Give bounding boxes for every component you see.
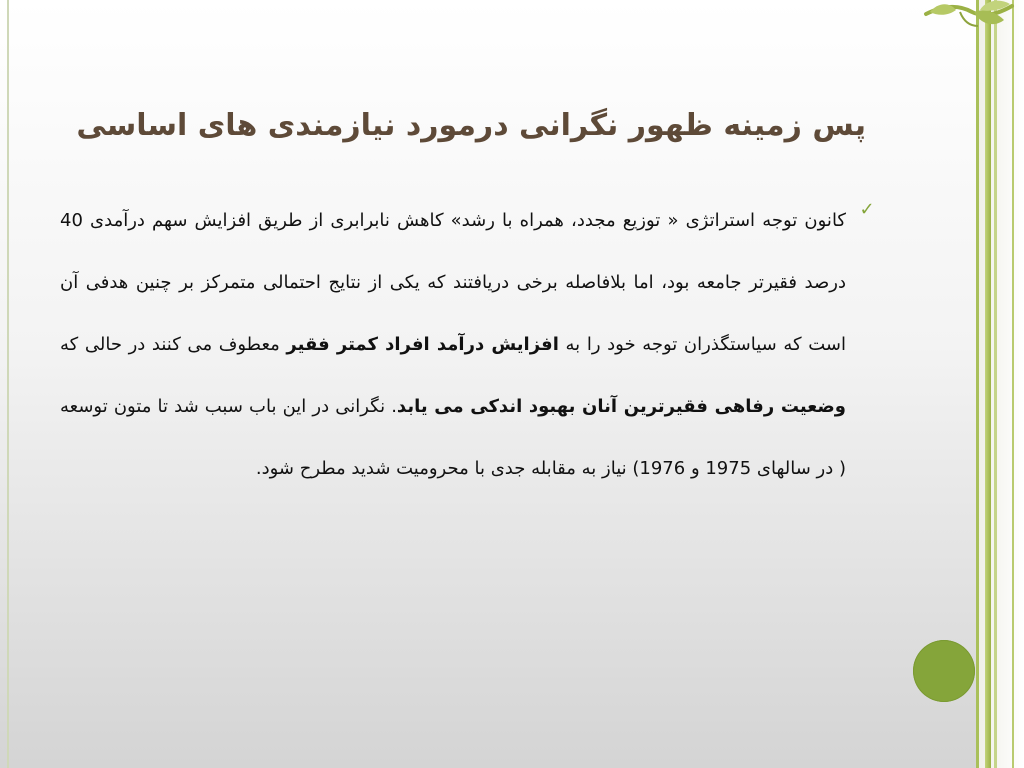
decorative-circle [913,640,975,702]
right-stripe [994,0,997,768]
right-stripe [976,0,979,768]
bullet-paragraph [60,190,846,500]
left-border-line [7,0,9,768]
checkmark-icon: ✓ [859,199,875,220]
paragraph-bold-segment: وضعیت رفاهی فقیرترین آنان بهبود اندکی می یابد [396,396,846,417]
right-stripe [1012,0,1014,768]
vine-leaf-icon [920,0,1024,36]
paragraph-segment: کانون توجه استراتژی « توزیع مجدد، همراه با رشد» کاهش نابرابری از طریق افزایش سهم درآمدی 40 درصد فقیرتر جامعه بود، اما بلافاصله برخی دریافتند که یکی از نتایج احتمالی متمرکز بر چنین هدفی آن است که سیاستگذران توجه خود را به [60,210,846,355]
right-stripe [985,0,991,768]
paragraph-segment: . نگرانی در این باب سبب شد تا متون توسعه ( در سالهای 1975 و 1976) نیاز به مقابله جدی با محرومیت شدید مطرح شود. [60,396,846,479]
paragraph-segment: معطوف می کنند در حالی که [60,334,287,355]
slide-title: پس زمینه ظهور نگرانی درمورد نیازمندی های اساسی [76,108,866,143]
paragraph-bold-segment: افزایش درآمد افراد کمتر فقیر [286,334,559,355]
